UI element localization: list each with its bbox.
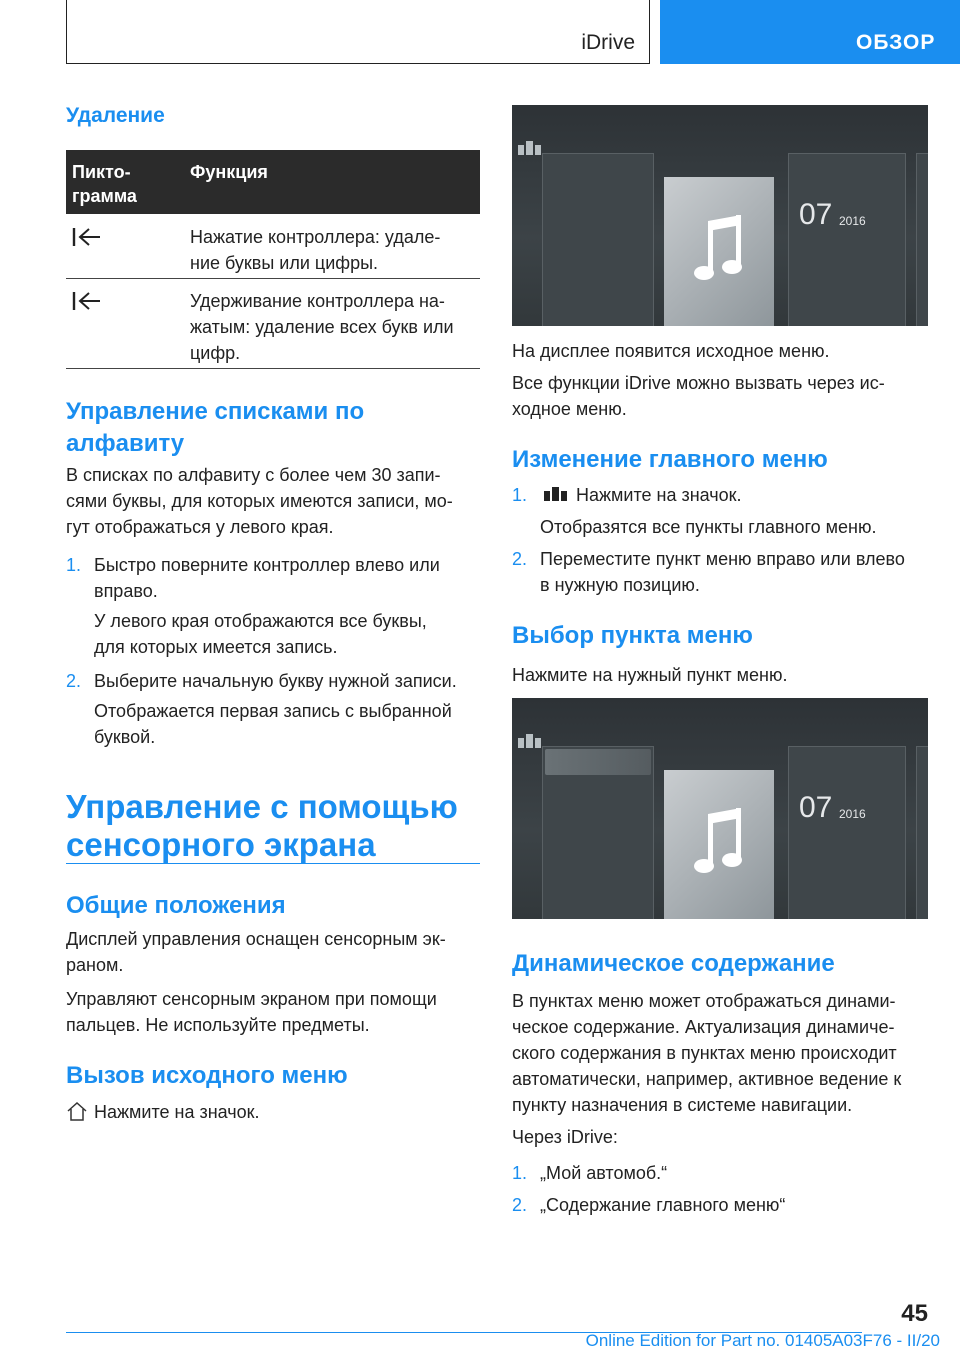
idrive-home-screen-image [512,105,928,326]
alphabet-list-heading: Управление списками по алфавиту [66,398,365,457]
step-text: Переместите пункт меню вправо или влево в нужную позицию. [540,549,905,595]
step-number: 2. [66,671,82,691]
table-row: Удерживание контроллера на- жатым: удаление всех букв или цифр. [190,291,454,363]
backspace-icon [72,290,102,312]
table-header-icon-col: Пикто- грамма [72,162,137,206]
home-menu-heading: Вызов исходного меню [66,1062,348,1089]
dynamic-content-heading: Динамическое содержание [512,950,835,977]
next-tile [916,746,928,919]
general-text-1: Дисплей управления оснащен сенсорным эк- раном. [66,929,446,975]
step-result: Отображается первая запись с выбранной буквой. [94,701,452,747]
step-result: У левого края отображаются все буквы, для которых имеется запись. [94,611,427,657]
step-number: 1. [66,555,82,575]
menu-overview-icon [518,139,542,157]
select-menu-item-text: Нажмите на нужный пункт меню. [512,665,788,685]
step-number: 2. [512,549,528,569]
footer-edition: Online Edition for Part no. 01405A03F76 - II/20 [585,1331,940,1350]
phone-tile [788,153,906,326]
music-note-icon [694,213,748,287]
table-row: Нажатие контроллера: удале- ние буквы или цифры. [190,227,441,273]
idrive-menu-selected-image [512,698,928,919]
home-icon [66,1100,88,1122]
deletion-heading: Удаление [66,104,165,127]
alphabet-list-text: В списках по алфавиту с более чем 30 запи- сями буквы, для которых имеются записи, мо- гут отображаться у левого края. [66,465,453,537]
step-number: 1. [512,1163,528,1183]
table-divider [66,278,480,279]
date-number: 07 [799,198,833,231]
general-heading: Общие положения [66,892,286,919]
page-number: 45 [901,1300,928,1327]
music-tile [664,177,774,326]
touchscreen-chapter-heading: Управление с помощью сенсорного экрана [66,788,458,863]
menu-overview-icon [544,486,568,502]
step-text: Нажмите на значок. [576,485,742,505]
header-chapter-tab [660,0,960,64]
via-idrive-label: Через iDrive: [512,1127,618,1147]
home-menu-appears-text: На дисплее появится исходное меню. [512,341,830,361]
selected-menu-bar [545,749,651,775]
vehicle-tile [542,153,654,326]
step-number: 2. [512,1195,528,1215]
date-number: 07 [799,791,833,824]
date-year: 2016 [839,807,866,821]
select-menu-item-heading: Выбор пункта меню [512,622,753,649]
dynamic-content-text: В пунктах меню может отображаться динами- ческое содержание. Актуализация динамиче- ского содержания в пунктах меню происходит автоматически, например, активное ведение к пункту назначения в системе навигации. [512,991,902,1115]
backspace-icon [72,226,102,248]
change-main-menu-heading: Изменение главного меню [512,446,828,473]
step-number: 1. [512,485,528,505]
date-year: 2016 [839,214,866,228]
step-result: Отобразятся все пункты главного меню. [540,517,877,537]
table-header [66,150,480,214]
menu-path-item: „Содержание главного меню“ [540,1195,786,1215]
chapter-underline [66,863,480,864]
table-header-function-col: Функция [190,162,268,182]
next-tile [916,153,928,326]
idrive-functions-text: Все функции iDrive можно вызвать через ис- ходное меню. [512,373,885,419]
phone-tile [788,746,906,919]
header-section-label: iDrive [581,31,635,54]
music-note-icon [694,806,748,880]
menu-overview-icon [518,732,542,750]
table-divider [66,368,480,369]
vehicle-tile [542,746,654,919]
menu-path-item: „Мой автомоб.“ [540,1163,668,1183]
header-box [66,0,650,64]
header-chapter-label: ОБЗОР [856,31,936,54]
step-text: Быстро поверните контроллер влево или вправо. [94,555,440,601]
home-menu-text: Нажмите на значок. [94,1102,260,1122]
general-text-2: Управляют сенсорным экраном при помощи пальцев. Не используйте предметы. [66,989,437,1035]
step-text: Выберите начальную букву нужной записи. [94,671,457,691]
music-tile [664,770,774,919]
